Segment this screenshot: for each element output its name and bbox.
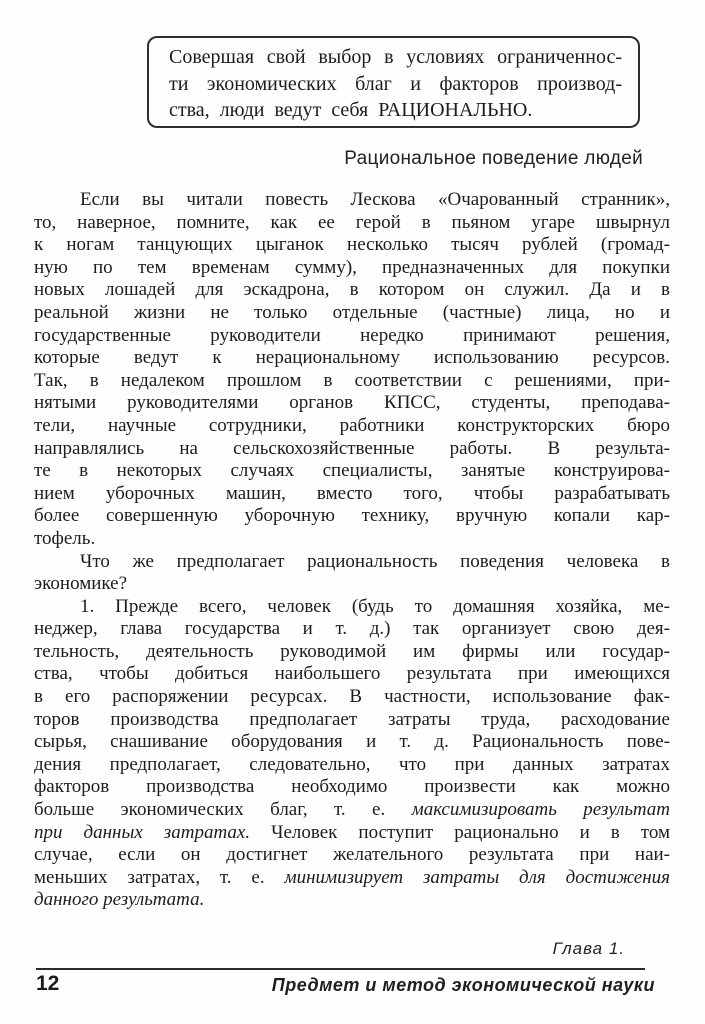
callout-line: ства, люди ведут себя РАЦИОНАЛЬНО. xyxy=(169,99,533,121)
body-line: тофель. xyxy=(34,527,96,549)
body-line: тельность, деятельность руководимой им фирмы или государ- xyxy=(34,640,670,662)
body-line: новых лошадей для эскадрона, в котором он служил. Да и в xyxy=(34,279,670,301)
callout-box xyxy=(147,36,640,128)
body-line: направлялись на сельскохозяйственные работы. В результа- xyxy=(34,437,670,459)
body-line: более совершенную уборочную технику, вручную копали кар- xyxy=(34,505,670,527)
callout-line: Совершая свой выбор в условиях ограниченнос- xyxy=(169,46,622,68)
section-heading: Рациональное поведение людей xyxy=(344,148,643,169)
body-line: тели, научные сотрудники, работники конструкторских бюро xyxy=(34,414,670,436)
body-line: случае, если он достигнет желательного результата при наи- xyxy=(34,844,670,866)
body-line: неджер, глава государства и т. д.) так организует свою дея- xyxy=(34,618,670,640)
body-line: нятыми руководителями органов КПСС, студенты, преподава- xyxy=(34,392,670,414)
callout-line: ти экономических благ и факторов производ- xyxy=(169,72,622,95)
body-line: данного результата. xyxy=(34,889,205,911)
callout-text xyxy=(169,44,622,124)
body-line: ства, чтобы добиться наибольшего результата при имеющихся xyxy=(34,663,670,685)
body-line: Так, в недалеком прошлом в соответствии с решениями, при- xyxy=(34,369,670,391)
body-line: при данных затратах. Человек поступит рационально и в том xyxy=(34,821,670,843)
body-text xyxy=(34,189,670,912)
page-number: 12 xyxy=(36,972,60,995)
chapter-label: Глава 1. xyxy=(552,939,625,958)
body-line: к ногам танцующих цыганок несколько тысяч рублей (громад- xyxy=(34,234,670,256)
body-line: меньших затратах, т. е. минимизирует затраты для достижения xyxy=(34,866,670,888)
body-line: Если вы читали повесть Лескова «Очарованный странник», xyxy=(80,189,670,210)
body-line: дения предполагает, следовательно, что при данных затратах xyxy=(34,753,670,775)
body-line: сырья, снашивание оборудования и т. д. Рациональность пове- xyxy=(34,731,670,753)
body-line: которые ведут к нерациональному использованию ресурсов. xyxy=(34,347,670,369)
body-line: государственные руководители нередко принимают решения, xyxy=(34,324,670,346)
body-line: больше экономических благ, т. е. максимизировать результат xyxy=(34,799,670,821)
body-line: 1. Прежде всего, человек (будь то домашняя хозяйка, ме- xyxy=(80,595,670,617)
body-line: Что же предполагает рациональность поведения человека в xyxy=(80,550,670,572)
running-title: Предмет и метод экономической науки xyxy=(271,975,655,995)
body-line: то, наверное, помните, как ее герой в пьяном угаре швырнул xyxy=(34,211,670,233)
footer-rule xyxy=(36,968,645,970)
body-line: экономике? xyxy=(34,573,128,595)
body-line: нием уборочных машин, вместо того, чтобы разрабатывать xyxy=(34,482,670,504)
body-line: торов производства предполагает затраты труда, расходование xyxy=(34,708,670,730)
body-line: факторов производства необходимо произвести как можно xyxy=(34,776,670,798)
body-line: реальной жизни не только отдельные (частные) лица, но и xyxy=(34,301,670,323)
body-line: ную по тем временам сумму), предназначенных для покупки xyxy=(34,256,670,278)
body-line: те в некоторых случаях специалисты, занятые конструирова- xyxy=(34,460,670,482)
body-line: в его распоряжении ресурсах. В частности, использование фак- xyxy=(34,686,670,708)
